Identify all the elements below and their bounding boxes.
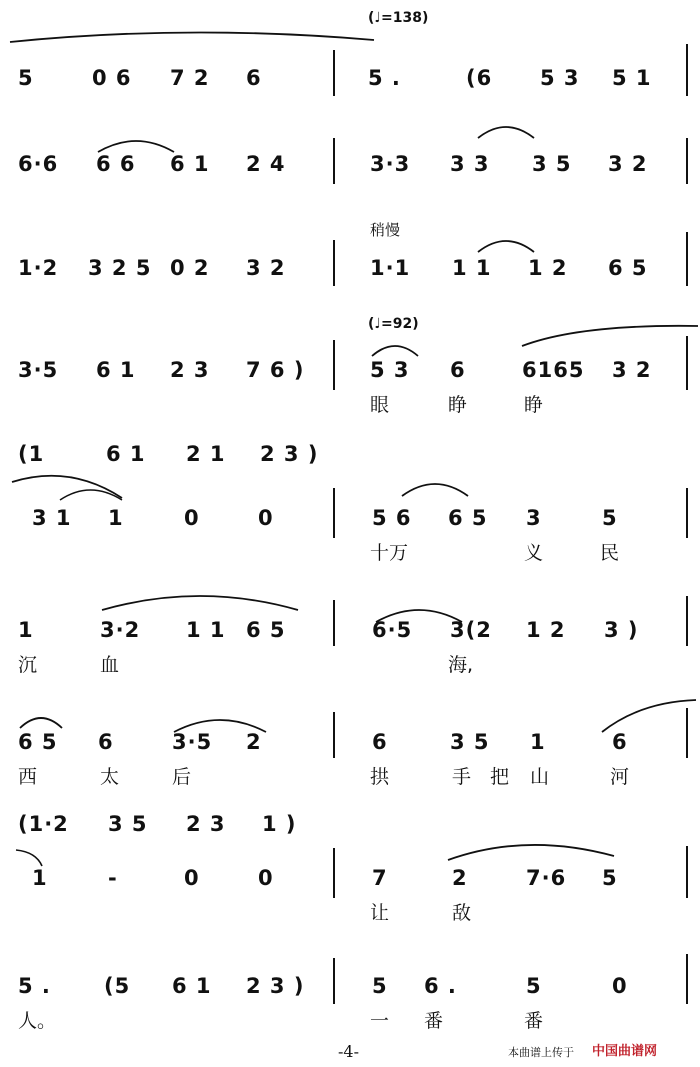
note-group: 0	[184, 866, 200, 890]
tempo-marking-92: (♩=92)	[368, 316, 419, 332]
site-logo[interactable]: 中国曲谱网	[592, 1044, 658, 1059]
lyric: 敌	[452, 902, 472, 924]
barline	[686, 44, 688, 96]
note-group: 1 1	[186, 618, 226, 642]
note-group: 2 1	[186, 442, 226, 466]
note-group: 5	[602, 506, 618, 530]
note-group: 3 5	[108, 812, 148, 836]
lyric: 睁	[448, 394, 468, 416]
note-group: 3 2	[246, 256, 286, 280]
tempo-marking-138: (♩=138)	[368, 10, 429, 26]
note-group: (6	[466, 66, 493, 90]
lyric: 太	[100, 766, 120, 788]
note-group: 3 2	[608, 152, 648, 176]
note-group: 7 6 )	[246, 358, 305, 382]
note-group: 5 3	[370, 358, 410, 382]
barline	[686, 138, 688, 184]
note-group: (5	[104, 974, 131, 998]
lyric: 把	[490, 766, 510, 788]
note-group: 6 5	[246, 618, 286, 642]
lyric: 睁	[524, 394, 544, 416]
lyric: 沉	[18, 654, 38, 676]
slur-arc	[370, 340, 420, 358]
lyric: 番	[524, 1010, 544, 1032]
note-group: 3·3	[370, 152, 411, 176]
note-group: 0	[258, 866, 274, 890]
note-group: 3 3	[450, 152, 490, 176]
note-group: 5 6	[372, 506, 412, 530]
barline	[333, 600, 335, 646]
note-group: 1·1	[370, 256, 411, 280]
note-group: 1	[530, 730, 546, 754]
note-group: 5	[18, 66, 34, 90]
note-group: 6 1	[170, 152, 210, 176]
note-group: 2 3	[170, 358, 210, 382]
barline	[686, 954, 688, 1004]
barline	[333, 240, 335, 286]
barline	[686, 232, 688, 286]
note-group: 6	[450, 358, 466, 382]
upload-credit: 本曲谱上传于	[508, 1046, 574, 1059]
note-group: 3 2 5	[88, 256, 152, 280]
barline	[333, 712, 335, 758]
note-group: 3 5	[532, 152, 572, 176]
note-group: 6 5	[18, 730, 58, 754]
lyric: 海,	[448, 654, 474, 676]
barline	[333, 50, 335, 96]
note-group: 6 1	[106, 442, 146, 466]
note-group: 6 .	[424, 974, 457, 998]
note-group: 0	[258, 506, 274, 530]
lyric: 血	[100, 654, 120, 676]
note-group: 6	[246, 66, 262, 90]
barline	[333, 958, 335, 1004]
note-group: 2 3 )	[246, 974, 305, 998]
note-group: 3 5	[450, 730, 490, 754]
lyric: 眼	[370, 394, 390, 416]
lyric: 河	[610, 766, 630, 788]
lyric: 拱	[370, 766, 390, 788]
note-group: 5 .	[18, 974, 51, 998]
tie-arc	[8, 28, 378, 48]
lyric: 后	[172, 766, 192, 788]
note-group: 3 )	[604, 618, 639, 642]
note-group: -	[108, 866, 118, 890]
slur-arc	[476, 236, 536, 256]
note-group: 5 1	[612, 66, 652, 90]
tie-arc	[446, 836, 616, 864]
page-number: -4-	[338, 1042, 359, 1061]
note-group: 6 1	[172, 974, 212, 998]
slur-arc	[100, 588, 300, 614]
slur-arc	[400, 476, 470, 500]
barline	[333, 138, 335, 184]
note-group: 3 1	[32, 506, 72, 530]
note-group: 6·6	[18, 152, 59, 176]
lyric: 让	[370, 902, 390, 924]
note-group: 1 2	[526, 618, 566, 642]
barline	[686, 488, 688, 538]
slur-arc	[476, 122, 536, 142]
note-group: 5 .	[368, 66, 401, 90]
lyric: 西	[18, 766, 38, 788]
note-group: 6 6	[96, 152, 136, 176]
note-group: 6 5	[448, 506, 488, 530]
lyric: 十万	[370, 542, 409, 564]
lyric: 义	[524, 542, 544, 564]
note-group: 0	[184, 506, 200, 530]
note-group: 1	[18, 618, 34, 642]
note-group: (1·2	[18, 812, 69, 836]
note-group: 5	[602, 866, 618, 890]
note-group: 0 2	[170, 256, 210, 280]
note-group: 2	[452, 866, 468, 890]
note-group: 6·5	[372, 618, 413, 642]
lyric: 人。	[18, 1010, 57, 1032]
lyric: 手	[452, 766, 472, 788]
note-group: 2	[246, 730, 262, 754]
lyric: 一	[370, 1010, 390, 1032]
note-group: 1·2	[18, 256, 59, 280]
barline	[686, 596, 688, 646]
note-group: 3·5	[18, 358, 59, 382]
barline	[686, 846, 688, 898]
note-group: 2 3	[186, 812, 226, 836]
note-group: 2 3 )	[260, 442, 319, 466]
note-group: 6165	[522, 358, 585, 382]
note-group: (1	[18, 442, 45, 466]
note-group: 3	[526, 506, 542, 530]
tie-arc	[520, 322, 700, 350]
note-group: 6 1	[96, 358, 136, 382]
slur-arc	[18, 712, 64, 730]
note-group: 2 4	[246, 152, 286, 176]
barline	[333, 848, 335, 898]
barline	[333, 340, 335, 390]
note-group: 1	[108, 506, 124, 530]
note-group: 1 )	[262, 812, 297, 836]
lyric: 山	[530, 766, 550, 788]
note-group: 5	[372, 974, 388, 998]
note-group: 0	[612, 974, 628, 998]
expression-slower: 稍慢	[370, 221, 401, 239]
note-group: 7	[372, 866, 388, 890]
note-group: 1 1	[452, 256, 492, 280]
note-group: 6	[372, 730, 388, 754]
slur-arc	[10, 470, 130, 504]
note-group: 3·5	[172, 730, 213, 754]
lyric: 番	[424, 1010, 444, 1032]
lyric: 民	[600, 542, 620, 564]
note-group: 6 5	[608, 256, 648, 280]
note-group: 1	[32, 866, 48, 890]
note-group: 5 3	[540, 66, 580, 90]
note-group: 3 2	[612, 358, 652, 382]
note-group: 6	[98, 730, 114, 754]
barline	[333, 488, 335, 538]
note-group: 7 2	[170, 66, 210, 90]
barline	[686, 336, 688, 390]
note-group: 3(2	[450, 618, 492, 642]
note-group: 6	[612, 730, 628, 754]
barline	[686, 708, 688, 758]
note-group: 0 6	[92, 66, 132, 90]
note-group: 5	[526, 974, 542, 998]
note-group: 7·6	[526, 866, 567, 890]
note-group: 1 2	[528, 256, 568, 280]
note-group: 3·2	[100, 618, 141, 642]
